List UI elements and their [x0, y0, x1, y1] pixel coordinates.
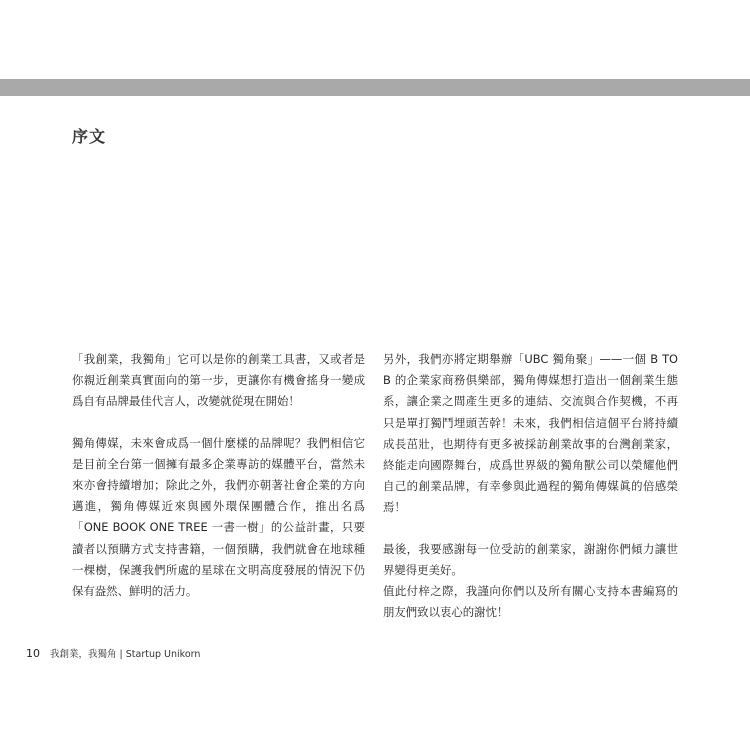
right-column — [383, 349, 678, 623]
page-number: 10 — [26, 647, 40, 660]
right-paragraph-3: 值此付梓之際，我謹向你們以及所有關心支持本書編寫的朋友們致以衷心的謝忱！ — [383, 584, 678, 620]
right-paragraph-1: 另外，我們亦將定期舉辦「UBC 獨角聚」——一個 B TO B 的企業家商務俱樂部，獨角傳媒想打造出一個創業生態系，讓企業之間產生更多的連結、交流與合作契機，不再只是單打獨鬥埋頭苦幹！未來，我們相信這個平台將持續成長茁壯，也期待有更多被採訪創業故事的台灣創業家，終能走向國際舞台，成爲世界級的獨角獸公司以榮耀他們自己的創業品牌，有幸參與此過程的獨角傳媒眞的倍感榮焉！ — [383, 352, 678, 515]
left-paragraph-1: 「我創業，我獨角」它可以是你的創業工具書，又或者是你親近創業真實面向的第一步，更讓你有機會搖身一變成爲自有品牌最佳代言人，改變就從現在開始！ — [72, 352, 365, 409]
section-title: 序文 — [72, 127, 107, 146]
left-paragraph-2: 獨角傳媒，未來會成爲一個什麼樣的品牌呢？我們相信它是目前全台第一個擁有最多企業專訪的媒體平台，當然未來亦會持續增加；除此之外，我們亦朝著社會企業的方向邁進，獨角傳媒近來與國外環保團體合作，推出名爲「ONE BOOK ONE TREE 一書一樹」的公益計畫，只要讀者以預購方式支持書籍，一個預購，我們就會在地球種一棵樹，保護我們所處的星球在文明高度發展的情況下仍保有盎然、鮮明的活力。 — [72, 435, 365, 599]
right-paragraph-2: 最後，我要感謝每一位受訪的創業家，謝謝你們傾力讓世界變得更美好。 — [383, 541, 678, 577]
left-column — [72, 349, 365, 602]
header-band — [0, 79, 750, 96]
page-footer — [26, 646, 200, 660]
running-title: 我創業，我獨角 | Startup Unikorn — [50, 649, 201, 660]
